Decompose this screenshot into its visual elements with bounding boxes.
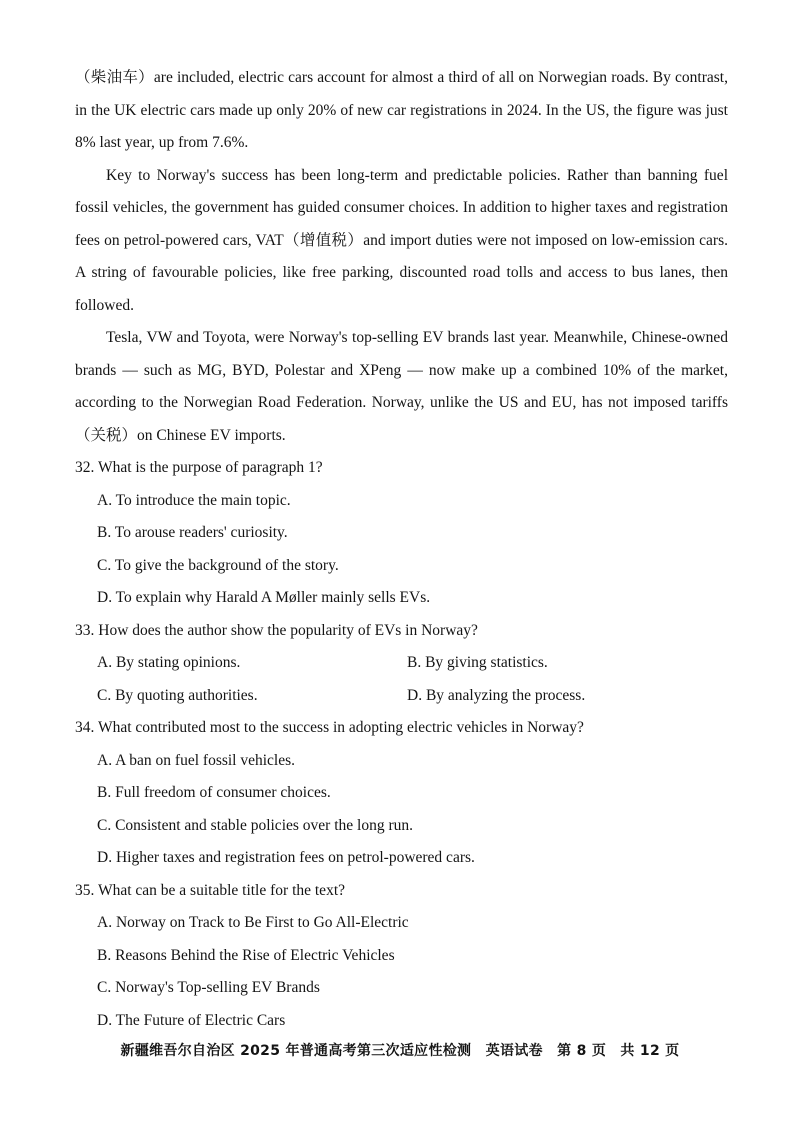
option-c: C. By quoting authorities. [97,686,258,704]
question-stem: 33. How does the author show the popularity of EVs in Norway? [75,621,478,639]
option-b: B. Full freedom of consumer choices. [97,784,331,801]
option-c: C. Consistent and stable policies over the long run. [97,816,413,834]
question-35 [75,875,728,1038]
question-stem: 34. What contributed most to the success in adopting electric vehicles in Norway? [75,719,584,736]
option-d: D. To explain why Harald A Møller mainly sells EVs. [97,589,431,606]
option-d: D. The Future of Electric Cars [97,1011,286,1029]
question-stem: 35. What can be a suitable title for the text? [75,881,346,899]
option-a: A. Norway on Track to Be First to Go All-Electric [97,914,409,931]
option-a: A. A ban on fuel fossil vehicles. [97,751,296,769]
question-stem: 32. What is the purpose of paragraph 1? [75,459,323,476]
option-b: B. To arouse readers' curiosity. [97,524,288,541]
page-footer: 新疆维吾尔自治区 2025 年普通高考第三次适应性检测 英语试卷 第 8 页 共 12 页 [120,1043,680,1059]
question-34 [75,712,728,875]
option-b: B. By giving statistics. [407,654,548,671]
question-32 [75,452,728,615]
passage-paragraph-continued: （柴油车）are included, electric cars account for almost a third of all on Norwegian roads. By contrast, in the UK electric cars made up only 20% of new car registrations in 2024. In the US, the figure was just 8% last year, up from 7.6%. [75,69,728,151]
option-a: A. To introduce the main topic. [97,491,291,509]
option-a: A. By stating opinions. [97,654,241,671]
exam-page [75,62,728,1037]
passage-paragraph-policies: Key to Norway's success has been long-term and predictable policies. Rather than banning fuel fossil vehicles, the government has guided consumer choices. In addition to higher taxes and registration fees on petrol-powered cars, VAT（增值税）and import duties were not imposed on low-emission cars. A string of favourable policies, like free parking, discounted road tolls and access to bus lanes, then followed. [75,166,728,314]
passage-paragraph-brands: Tesla, VW and Toyota, were Norway's top-selling EV brands last year. Meanwhile, Chinese-owned brands — such as MG, BYD, Polestar and XPeng — now make up a combined 10% of the market, according to the Norwegian Road Federation. Norway, unlike the US and EU, has not imposed tariffs（关税）on Chinese EV imports. [75,329,728,444]
option-row [97,680,728,713]
option-d: D. By analyzing the process. [407,686,586,704]
option-b: B. Reasons Behind the Rise of Electric Vehicles [97,946,395,964]
question-33 [75,615,728,713]
option-c: C. Norway's Top-selling EV Brands [97,979,320,996]
option-d: D. Higher taxes and registration fees on petrol-powered cars. [97,849,475,866]
option-row [97,647,728,680]
option-c: C. To give the background of the story. [97,556,339,574]
